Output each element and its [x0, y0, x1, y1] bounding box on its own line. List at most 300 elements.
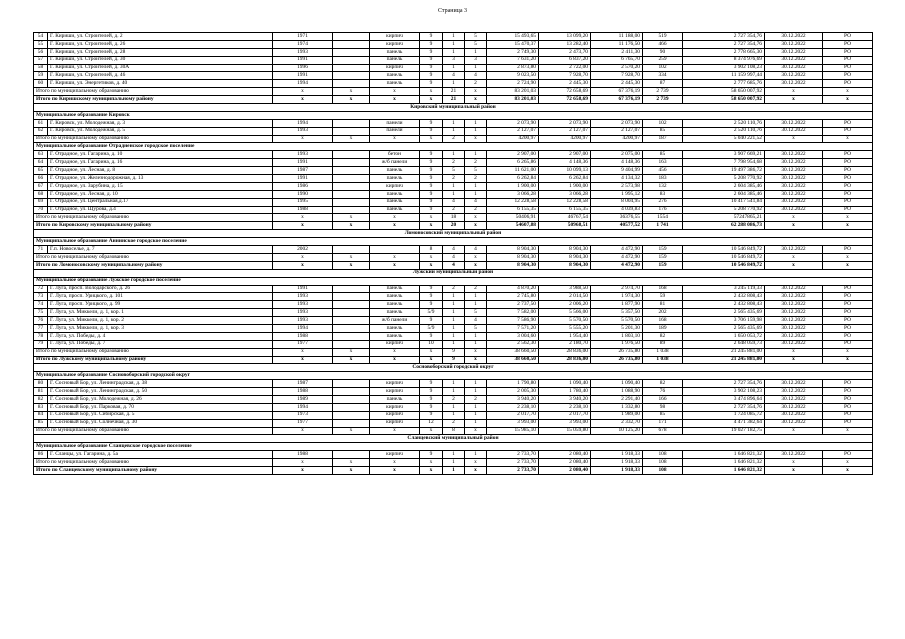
- table-cell: 12: [420, 419, 443, 427]
- district-title: Сланцевский муниципальный район: [34, 435, 873, 443]
- table-cell: 30.12.2022: [765, 317, 823, 325]
- table-cell: 30.12.2022: [765, 388, 823, 396]
- table-cell: 85: [643, 127, 683, 135]
- table-cell: кирпич: [370, 33, 420, 41]
- municipality-header-row: [34, 372, 873, 380]
- table-row: [34, 40, 873, 48]
- table-cell: [333, 127, 370, 135]
- table-cell: 1: [465, 127, 487, 135]
- table-cell: кирпич: [370, 40, 420, 48]
- total-label: Итого по Сланцевскому муниципальному району: [34, 466, 273, 474]
- table-cell: 1: [443, 293, 465, 301]
- district-title: Сосновоборский городской округ: [34, 364, 873, 372]
- table-cell: 85: [643, 411, 683, 419]
- table-cell: 3: [443, 56, 465, 64]
- table-cell: 2 873,80: [487, 64, 539, 72]
- table-cell: 11 188,00: [591, 33, 643, 41]
- table-cell: x: [765, 427, 823, 435]
- table-cell: панель: [370, 167, 420, 175]
- table-row: [34, 72, 873, 80]
- table-cell: РО: [823, 80, 873, 88]
- table-cell: панель: [370, 56, 420, 64]
- table-cell: 70: [34, 206, 48, 214]
- table-cell: Г. Луга, ул. Миккели, д. 1, кор. 1: [48, 309, 273, 317]
- table-cell: 59: [643, 293, 683, 301]
- table-cell: 9: [420, 317, 443, 325]
- table-cell: x: [420, 466, 443, 474]
- table-cell: [370, 246, 420, 254]
- table-cell: 9: [420, 293, 443, 301]
- table-cell: 159: [643, 261, 683, 269]
- table-cell: 1: [465, 340, 487, 348]
- table-cell: 4200,97: [591, 135, 643, 143]
- table-cell: x: [765, 459, 823, 467]
- total-label: Итого по муниципальному образованию: [34, 348, 273, 356]
- table-cell: Г. Отрадное, ул. Щурова, д.4: [48, 206, 273, 214]
- table-cell: x: [370, 253, 420, 261]
- table-cell: 1: [443, 151, 465, 159]
- table-cell: 21 245 881,00: [683, 348, 765, 356]
- table-cell: РО: [823, 48, 873, 56]
- table-cell: x: [765, 96, 823, 104]
- table-cell: 2 739: [643, 96, 683, 104]
- table-cell: 9: [420, 119, 443, 127]
- table-cell: 30.12.2022: [765, 293, 823, 301]
- housing-register-table: [33, 32, 873, 475]
- table-cell: x: [370, 261, 420, 269]
- table-cell: 2 727 354,76: [683, 33, 765, 41]
- table-cell: 2 733,70: [487, 466, 539, 474]
- total-label: Итого по Ломоносовскому муниципальному району: [34, 261, 273, 269]
- table-cell: 10 546 849,72: [683, 253, 765, 261]
- table-cell: 75: [34, 309, 48, 317]
- municipality-title: Муниципальное образование Сосновоборский городской округ: [34, 372, 873, 380]
- table-row: [34, 56, 873, 64]
- table-cell: 1990: [273, 190, 333, 198]
- table-cell: 1: [443, 380, 465, 388]
- table-cell: 46767,54: [539, 214, 591, 222]
- district-header-row: [34, 364, 873, 372]
- table-cell: x: [765, 88, 823, 96]
- subtotal-row: [34, 88, 873, 96]
- table-cell: x: [823, 261, 873, 269]
- table-cell: 3 907 669,21: [683, 151, 765, 159]
- table-cell: 9: [420, 64, 443, 72]
- table-cell: 86: [34, 451, 48, 459]
- table-cell: x: [765, 135, 823, 143]
- table-row: [34, 293, 873, 301]
- table-cell: РО: [823, 246, 873, 254]
- table-cell: x: [465, 214, 487, 222]
- table-cell: 4 870,20: [487, 285, 539, 293]
- table-cell: Г. Кировск, ул. Молодежная, д. 3: [48, 119, 273, 127]
- table-cell: 1 974,30: [591, 293, 643, 301]
- table-cell: 183: [643, 175, 683, 183]
- table-cell: Г. Отрадное, ул. Железнодорожная, д. 13: [48, 175, 273, 183]
- table-cell: 3 004,60: [487, 332, 539, 340]
- table-cell: [333, 119, 370, 127]
- table-cell: Г. Луга, просп. Урицкого, д. 101: [48, 293, 273, 301]
- table-cell: Г. Сланцы, ул. Гагарина, д. 5а: [48, 451, 273, 459]
- table-cell: 5: [443, 167, 465, 175]
- table-cell: 5: [465, 309, 487, 317]
- table-cell: 76: [643, 388, 683, 396]
- table-cell: 1977: [273, 419, 333, 427]
- table-cell: Г. Кириши, ул. Строителей, д. 46: [48, 72, 273, 80]
- table-cell: 76: [34, 317, 48, 325]
- table-cell: 1 790,80: [487, 380, 539, 388]
- table-cell: x: [273, 348, 333, 356]
- table-cell: 8 904,30: [487, 261, 539, 269]
- table-cell: 1: [443, 40, 465, 48]
- table-cell: 1: [443, 48, 465, 56]
- table-cell: 63: [34, 151, 48, 159]
- table-cell: 4: [443, 261, 465, 269]
- table-cell: 5/9: [420, 324, 443, 332]
- total-label: Итого по муниципальному образованию: [34, 427, 273, 435]
- table-cell: 1991: [273, 285, 333, 293]
- table-cell: 1: [443, 301, 465, 309]
- table-cell: 9: [420, 33, 443, 41]
- table-cell: бетон: [370, 151, 420, 159]
- table-cell: 1 989,00: [591, 411, 643, 419]
- table-cell: 2 238,10: [487, 403, 539, 411]
- table-cell: 2 238,10: [539, 403, 591, 411]
- table-cell: Г. Отрадное, ул. Лесная, д. 8: [48, 167, 273, 175]
- table-cell: 168: [643, 317, 683, 325]
- table-cell: 2 604 385,46: [683, 182, 765, 190]
- table-cell: 1993: [273, 293, 333, 301]
- table-cell: Г. Сосновый Бор, ул. Ленинградская, д. 38: [48, 380, 273, 388]
- table-cell: 60: [34, 80, 48, 88]
- table-cell: [333, 395, 370, 403]
- table-cell: 1554: [643, 214, 683, 222]
- table-cell: x: [273, 135, 333, 143]
- table-cell: ж/б панели: [370, 317, 420, 325]
- table-cell: 1: [465, 182, 487, 190]
- table-cell: 30.12.2022: [765, 159, 823, 167]
- table-cell: 1994: [273, 119, 333, 127]
- table-row: [34, 317, 873, 325]
- table-cell: панель: [370, 395, 420, 403]
- district-total-row: [34, 222, 873, 230]
- table-row: [34, 301, 873, 309]
- table-cell: 1: [465, 388, 487, 396]
- table-cell: 67 376,19: [591, 88, 643, 96]
- table-cell: Г. Отрадное, ул. Гагарина, д. 16: [48, 159, 273, 167]
- table-cell: x: [420, 427, 443, 435]
- table-cell: 7 798 954,68: [683, 159, 765, 167]
- table-cell: РО: [823, 151, 873, 159]
- table-cell: x: [823, 356, 873, 364]
- table-cell: 2 562,30: [487, 340, 539, 348]
- table-cell: 2 005,30: [487, 388, 539, 396]
- table-cell: 2 745,80: [487, 293, 539, 301]
- table-cell: 2 127,07: [591, 127, 643, 135]
- table-cell: [333, 301, 370, 309]
- table-cell: Г. Сосновый Бор, ул. Ленинградская, д. 50: [48, 388, 273, 396]
- table-cell: 3 066,28: [487, 190, 539, 198]
- table-cell: Г. Луга, просп. Володарского, д. 26: [48, 285, 273, 293]
- table-row: [34, 388, 873, 396]
- table-cell: РО: [823, 198, 873, 206]
- table-cell: [333, 403, 370, 411]
- table-cell: 65: [34, 167, 48, 175]
- table-cell: 67 376,19: [591, 96, 643, 104]
- table-cell: 36376,55: [591, 214, 643, 222]
- table-cell: x: [420, 222, 443, 230]
- table-cell: 108: [643, 466, 683, 474]
- table-cell: 19 027 182,75: [683, 427, 765, 435]
- table-row: [34, 246, 873, 254]
- table-cell: x: [823, 96, 873, 104]
- table-cell: РО: [823, 380, 873, 388]
- table-row: [34, 340, 873, 348]
- table-cell: x: [823, 88, 873, 96]
- table-cell: Г. Сосновый Бор, ул. Парковая, д. 70: [48, 403, 273, 411]
- table-cell: Г. Отрадное, ул. Центральная,д.17: [48, 198, 273, 206]
- table-cell: 12 228,58: [487, 198, 539, 206]
- table-cell: РО: [823, 72, 873, 80]
- table-row: [34, 33, 873, 41]
- table-cell: 108: [643, 451, 683, 459]
- table-cell: 2 080,40: [539, 459, 591, 467]
- table-cell: панель: [370, 206, 420, 214]
- subtotal-row: [34, 214, 873, 222]
- table-cell: 4: [465, 246, 487, 254]
- table-cell: 3 940,20: [487, 395, 539, 403]
- table-cell: 1973: [273, 411, 333, 419]
- municipality-header-row: [34, 238, 873, 246]
- table-cell: 18: [443, 214, 465, 222]
- table-cell: 2 473,70: [539, 48, 591, 56]
- table-cell: 30.12.2022: [765, 301, 823, 309]
- table-cell: 9: [420, 151, 443, 159]
- table-cell: 1 803,10: [591, 332, 643, 340]
- table-row: [34, 403, 873, 411]
- table-cell: 1: [443, 459, 465, 467]
- table-cell: 678: [643, 427, 683, 435]
- table-cell: 15 059,80: [539, 427, 591, 435]
- table-cell: [333, 33, 370, 41]
- total-label: Итого по Кировскому муниципальному району: [34, 222, 273, 230]
- table-cell: 7 631,20: [487, 56, 539, 64]
- table-cell: 9 023,50: [487, 72, 539, 80]
- table-cell: панель: [370, 190, 420, 198]
- table-cell: x: [823, 466, 873, 474]
- table-cell: 2 727 354,76: [683, 380, 765, 388]
- table-cell: 1 918,33: [591, 466, 643, 474]
- table-row: [34, 419, 873, 427]
- table-cell: x: [465, 348, 487, 356]
- table-cell: 2 727 354,76: [683, 403, 765, 411]
- table-cell: панель: [370, 198, 420, 206]
- table-cell: 71: [34, 246, 48, 254]
- total-label: Итого по муниципальному образованию: [34, 135, 273, 143]
- table-cell: 1 918,33: [591, 459, 643, 467]
- table-cell: [333, 167, 370, 175]
- table-cell: 10: [420, 340, 443, 348]
- table-cell: 1988: [273, 206, 333, 214]
- table-cell: 1 954,40: [539, 332, 591, 340]
- table-cell: 1: [465, 119, 487, 127]
- table-cell: 1 900,00: [539, 182, 591, 190]
- table-cell: 1 090,40: [591, 380, 643, 388]
- table-cell: панель: [370, 324, 420, 332]
- table-cell: 1: [465, 332, 487, 340]
- table-cell: 2: [465, 80, 487, 88]
- table-cell: 9: [420, 56, 443, 64]
- table-cell: 4 472,90: [591, 261, 643, 269]
- district-header-row: [34, 435, 873, 443]
- table-cell: 6 837,20: [539, 56, 591, 64]
- table-cell: 4200,97: [539, 135, 591, 143]
- table-cell: x: [370, 356, 420, 364]
- table-cell: 1994: [273, 324, 333, 332]
- table-cell: 1989: [273, 395, 333, 403]
- table-cell: 1993: [273, 127, 333, 135]
- table-cell: 9: [443, 356, 465, 364]
- district-header-row: [34, 269, 873, 277]
- table-cell: 30.12.2022: [765, 411, 823, 419]
- table-cell: 2 127,07: [539, 127, 591, 135]
- table-cell: 1996: [273, 64, 333, 72]
- table-cell: 21 245 881,00: [683, 356, 765, 364]
- table-cell: панель: [370, 72, 420, 80]
- table-cell: 1 038: [643, 356, 683, 364]
- table-cell: 1 650 053,72: [683, 332, 765, 340]
- table-cell: 9: [420, 48, 443, 56]
- table-cell: 57247865,21: [683, 214, 765, 222]
- table-row: [34, 64, 873, 72]
- table-cell: 10 125,20: [591, 427, 643, 435]
- table-cell: 30.12.2022: [765, 451, 823, 459]
- table-cell: 108: [643, 459, 683, 467]
- table-cell: РО: [823, 33, 873, 41]
- table-cell: 9: [420, 301, 443, 309]
- table-cell: 15 493,65: [487, 33, 539, 41]
- table-cell: 2 006,20: [539, 301, 591, 309]
- table-cell: 3 902 108,23: [683, 388, 765, 396]
- table-cell: 8 904,30: [539, 261, 591, 269]
- table-cell: 1988: [273, 451, 333, 459]
- table-cell: 4: [465, 198, 487, 206]
- table-cell: x: [273, 261, 333, 269]
- table-cell: 1: [443, 388, 465, 396]
- table-cell: 1 918,33: [591, 451, 643, 459]
- table-cell: 1 995,12: [591, 190, 643, 198]
- municipality-title: Муниципальное образование Отрадненское городское поселение: [34, 143, 873, 151]
- table-cell: [333, 285, 370, 293]
- table-cell: Г.п. Новоселье, д. 7: [48, 246, 273, 254]
- table-cell: 9: [420, 403, 443, 411]
- table-cell: 40577,52: [591, 222, 643, 230]
- table-cell: [333, 198, 370, 206]
- table-cell: 30.12.2022: [765, 198, 823, 206]
- table-cell: x: [465, 427, 487, 435]
- table-cell: 62: [34, 127, 48, 135]
- table-cell: 1: [443, 317, 465, 325]
- table-cell: кирпич: [370, 182, 420, 190]
- table-cell: x: [765, 356, 823, 364]
- table-cell: [333, 159, 370, 167]
- table-cell: [333, 411, 370, 419]
- table-row: [34, 119, 873, 127]
- table-cell: x: [370, 427, 420, 435]
- table-cell: 68: [34, 190, 48, 198]
- table-cell: 10 099,13: [539, 167, 591, 175]
- table-cell: 3 245 119,33: [683, 285, 765, 293]
- table-cell: 1: [443, 127, 465, 135]
- table-cell: 2 411,30: [591, 48, 643, 56]
- table-cell: 1986: [273, 182, 333, 190]
- table-cell: 7 928,70: [591, 72, 643, 80]
- table-cell: 4 148,36: [591, 159, 643, 167]
- table-row: [34, 80, 873, 88]
- table-cell: 4: [443, 253, 465, 261]
- table-cell: 4 134,32: [591, 175, 643, 183]
- table-cell: 2 565 435,69: [683, 324, 765, 332]
- table-cell: 4: [443, 198, 465, 206]
- table-cell: 2: [465, 159, 487, 167]
- table-cell: x: [273, 88, 333, 96]
- table-cell: 5 208 770,92: [683, 206, 765, 214]
- table-cell: 5 357,50: [591, 309, 643, 317]
- table-cell: x: [765, 348, 823, 356]
- table-cell: 1977: [273, 340, 333, 348]
- table-cell: 1: [443, 411, 465, 419]
- table-cell: x: [370, 222, 420, 230]
- table-cell: 30.12.2022: [765, 72, 823, 80]
- table-cell: 8 004,95: [591, 198, 643, 206]
- table-cell: 2 573,98: [591, 182, 643, 190]
- table-cell: 30.12.2022: [765, 167, 823, 175]
- table-row: [34, 206, 873, 214]
- table-cell: 83: [643, 190, 683, 198]
- table-cell: 2 749,30: [487, 48, 539, 56]
- table-cell: x: [273, 466, 333, 474]
- table-cell: 30.12.2022: [765, 395, 823, 403]
- table-cell: 1: [465, 301, 487, 309]
- table-cell: [333, 40, 370, 48]
- table-cell: [333, 451, 370, 459]
- table-cell: x: [765, 253, 823, 261]
- table-cell: 50968,51: [539, 222, 591, 230]
- table-cell: 6 155,35: [539, 206, 591, 214]
- table-cell: 30.12.2022: [765, 309, 823, 317]
- table-cell: 202: [643, 309, 683, 317]
- table-cell: панель: [370, 48, 420, 56]
- table-cell: РО: [823, 119, 873, 127]
- table-cell: РО: [823, 64, 873, 72]
- table-cell: Г. Сосновый Бор, ул. Солнечная, д. 30: [48, 419, 273, 427]
- subtotal-row: [34, 427, 873, 435]
- table-cell: панели: [370, 127, 420, 135]
- table-cell: 7 582,00: [487, 309, 539, 317]
- table-cell: 1 976,50: [591, 340, 643, 348]
- municipality-header-row: [34, 143, 873, 151]
- table-cell: 4 039,83: [591, 206, 643, 214]
- table-cell: 1974: [273, 40, 333, 48]
- table-cell: РО: [823, 317, 873, 325]
- table-cell: Г. Луга, ул. Победы, д. 7: [48, 340, 273, 348]
- table-cell: 10 417 541,84: [683, 198, 765, 206]
- table-cell: x: [273, 459, 333, 467]
- table-cell: 3 988,50: [539, 285, 591, 293]
- table-cell: 1: [443, 309, 465, 317]
- table-cell: 89: [643, 340, 683, 348]
- table-cell: 9: [443, 348, 465, 356]
